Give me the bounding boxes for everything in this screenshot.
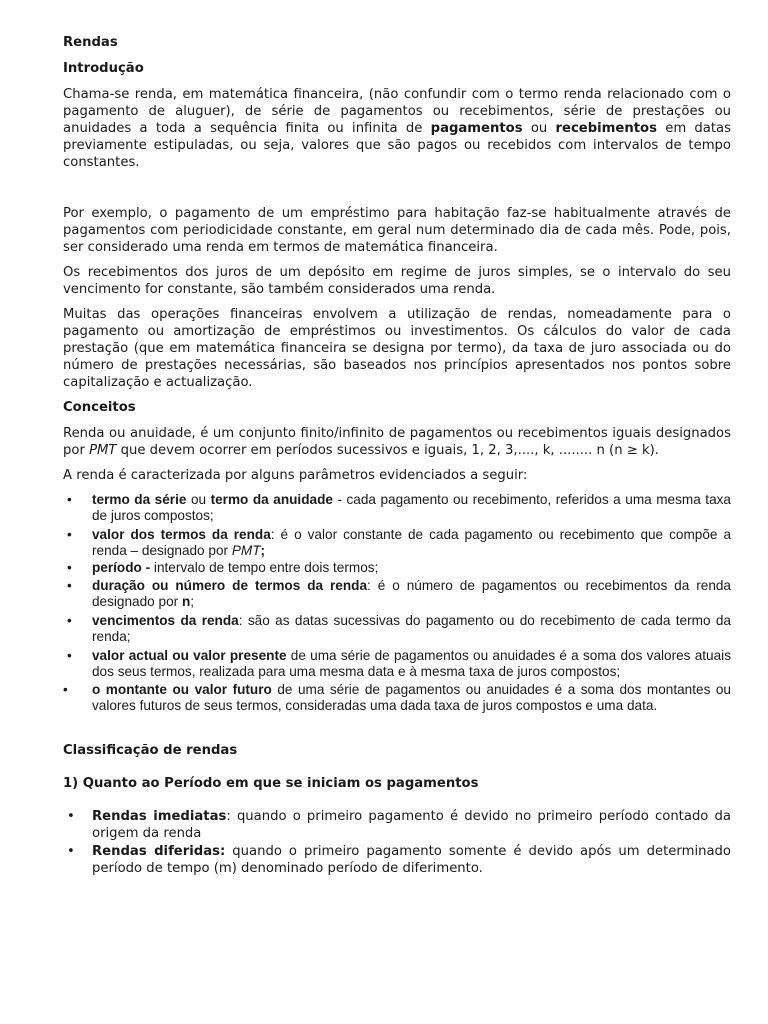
item-bold: valor actual ou valor presente <box>92 648 287 663</box>
list-item <box>63 808 731 842</box>
bullet-icon: • <box>63 682 68 697</box>
intro-p1-text-a: Chama-se renda, em matemática financeira, (não confundir com o termo renda relacionado com o pagamento de aluguer), de série de pagamentos ou recebimentos, série de prestações ou anuidades a toda a sequência finita ou infinita de <box>63 87 731 136</box>
item-italic: PMT <box>231 543 261 558</box>
item-bold: termo da série <box>92 492 187 507</box>
bullet-icon: • <box>67 809 75 824</box>
list-item <box>63 527 731 559</box>
item-text: ou <box>186 492 211 507</box>
list-item <box>63 578 731 610</box>
item-bold: termo da anuidade <box>210 492 333 507</box>
item-bold: Rendas imediatas <box>92 809 227 824</box>
item-bold: vencimentos da renda <box>92 613 239 628</box>
intro-paragraph-4: Muitas das operações financeiras envolvem a utilização de rendas, nomeadamente para o pagamento ou amortização de empréstimos ou investimentos. Os cálculos do valor de cada prestação (que em matemática financeira se designa por termo), da taxa de juro associada ou do número de prestações necessárias, são baseados nos princípios apresentados nos pontos sobre capitalização e actualização. <box>63 307 731 390</box>
classificacao-list <box>63 808 731 877</box>
conceitos-heading: Conceitos <box>63 400 136 415</box>
classificacao-heading: Classificação de rendas <box>63 743 238 758</box>
intro-paragraph-1 <box>63 86 731 171</box>
item-bold: duração ou número de termos da renda <box>92 578 368 593</box>
item-text: : quando o primeiro pagamento é devido no primeiro período contado da origem da renda <box>92 809 731 841</box>
bullet-icon: • <box>67 527 72 542</box>
conceitos-p1-text-a: Renda ou anuidade, é um conjunto finito/infinito de pagamentos ou recebimentos iguais designados por <box>63 426 731 458</box>
item-bold: n <box>181 594 191 609</box>
intro-p1-text-c: ou <box>522 121 556 136</box>
item-text: quando o primeiro pagamento somente é devido após um determinado período de tempo (m) denominado período de diferimento. <box>92 844 731 876</box>
item-bold: Rendas diferidas: <box>92 844 226 859</box>
item-bold: ; <box>260 543 266 558</box>
conceitos-paragraph-1 <box>63 425 731 459</box>
item-text: : são as datas sucessivas do pagamento ou do recebimento de cada termo da renda; <box>92 613 731 644</box>
conceitos-p1-pmt: PMT <box>89 443 117 458</box>
list-item <box>63 560 731 576</box>
list-item <box>63 648 731 680</box>
intro-p1-bold-pagamentos: pagamentos <box>430 121 523 136</box>
item-bold: o montante ou valor futuro <box>92 682 272 697</box>
conceitos-paragraph-2: A renda é caracterizada por alguns parâmetros evidenciados a seguir: <box>63 468 528 483</box>
bullet-icon: • <box>67 492 72 507</box>
bullet-icon: • <box>67 613 72 628</box>
intro-paragraph-2: Por exemplo, o pagamento de um empréstimo para habitação faz-se habitualmente através de pagamentos com periodicidade constante, em geral num determinado dia de cada mês. Pode, pois, ser considerado uma renda em termos de matemática financeira. <box>63 206 731 255</box>
list-item <box>63 682 731 714</box>
item-text: de uma série de pagamentos ou anuidades é a soma dos valores atuais dos seus termos, realizada para uma mesma data e à mesma taxa de juros compostos; <box>92 648 731 679</box>
intro-p1-text-d: em datas previamente estipuladas, ou seja, valores que são pagos ou recebidos com intervalos de tempo constantes. <box>63 121 732 170</box>
item-text: : é o valor constante de cada pagamento ou recebimento que compõe a renda – designado por <box>92 527 732 558</box>
list-item <box>63 492 731 524</box>
bullet-icon: • <box>67 844 75 859</box>
item-text: : é o número de pagamentos ou recebimentos da renda designado por <box>92 578 731 609</box>
item-text: - cada pagamento ou recebimento, referidos a uma mesma taxa de juros compostos; <box>92 492 731 523</box>
bullet-icon: • <box>67 578 72 593</box>
item-bold: período - <box>92 560 151 575</box>
intro-heading: Introdução <box>63 61 144 76</box>
bullet-icon: • <box>67 560 72 575</box>
item-text: intervalo de tempo entre dois termos; <box>150 560 379 575</box>
conceitos-p1-text-b: que devem ocorrer em períodos sucessivos e iguais, 1, 2, 3,...., k, ........ n (n ≥ k). <box>116 443 659 458</box>
item-bold: valor dos termos da renda <box>92 527 271 542</box>
document-title: Rendas <box>63 35 118 50</box>
list-item <box>63 843 731 877</box>
intro-p1-bold-recebimentos: recebimentos <box>555 121 657 136</box>
bullet-icon: • <box>67 648 72 663</box>
conceitos-list <box>63 492 731 714</box>
item-text: de uma série de pagamentos ou anuidades é a soma dos montantes ou valores futuros de seus termos, consideradas uma dada taxa de juros compostos e uma data. <box>92 682 731 713</box>
classificacao-subheading: 1) Quanto ao Período em que se iniciam os pagamentos <box>63 776 479 791</box>
intro-paragraph-3: Os recebimentos dos juros de um depósito em regime de juros simples, se o intervalo do seu vencimento for constante, são também considerados uma renda. <box>63 265 731 297</box>
document-page <box>63 34 731 877</box>
item-text: ; <box>190 594 195 609</box>
list-item <box>63 613 731 645</box>
